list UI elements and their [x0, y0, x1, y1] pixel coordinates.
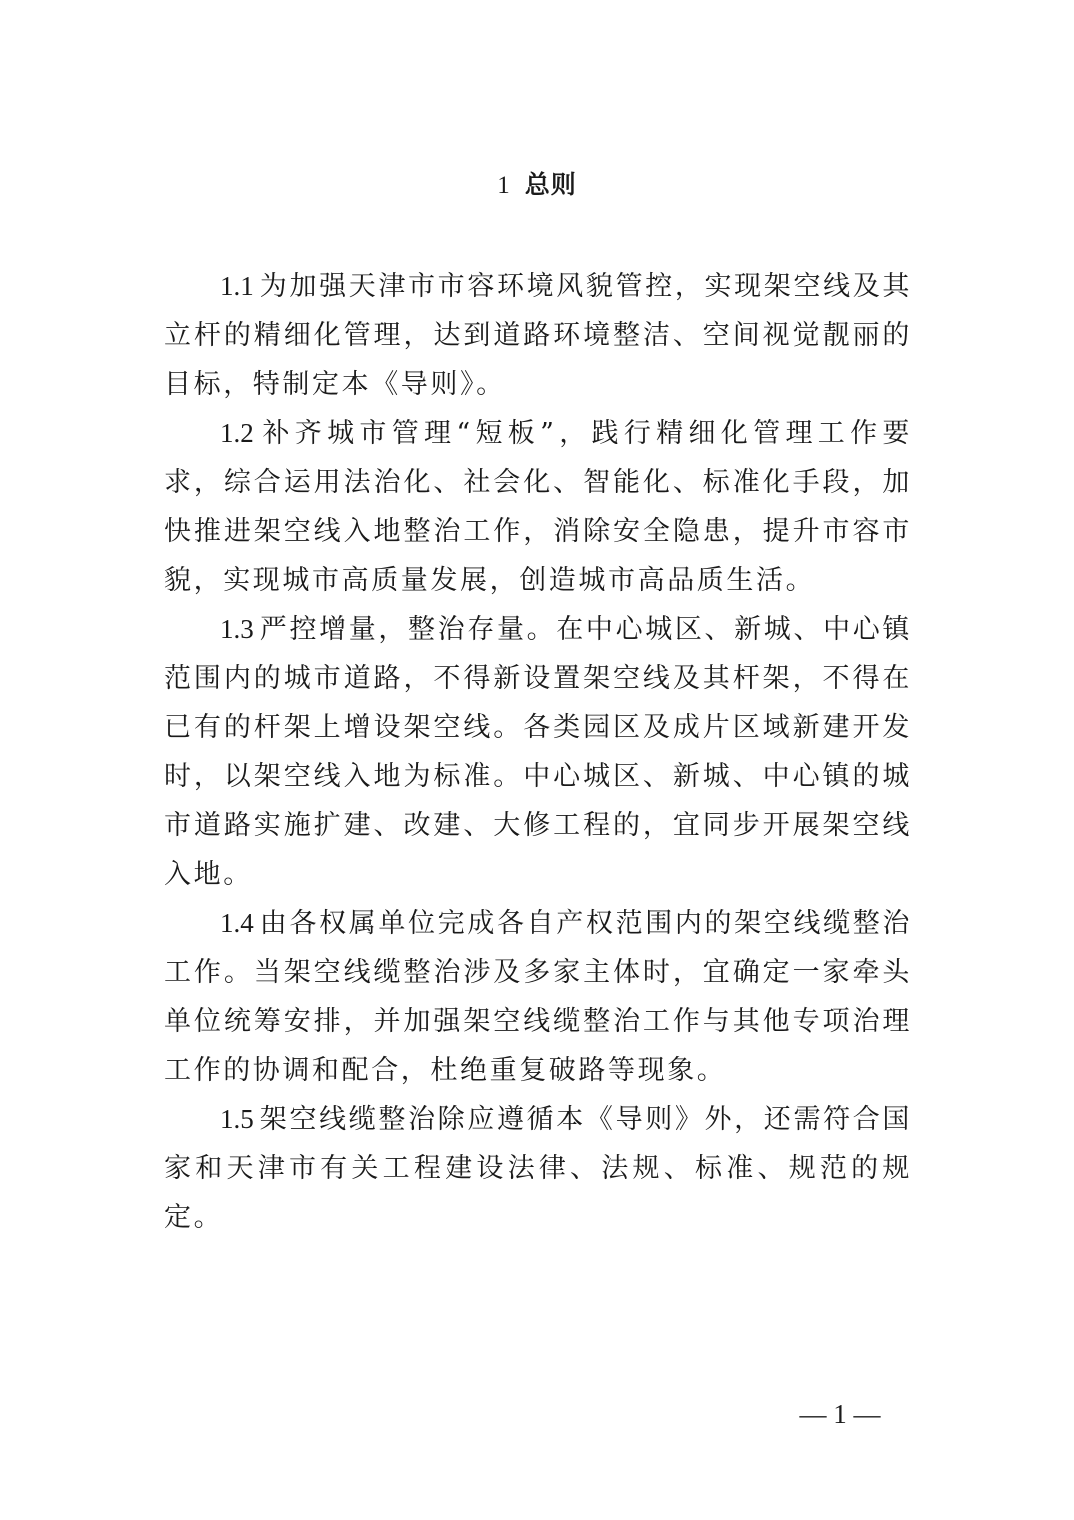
section-number: 1 — [497, 172, 511, 199]
clause-1-2 — [164, 409, 912, 605]
clause-number: 1.4 — [220, 908, 254, 938]
clause-number: 1.5 — [220, 1104, 254, 1134]
clause-text: 由各权属单位完成各自产权范围内的架空线缆整治工作。当架空线缆整治涉及多家主体时，宜确定一家牵头单位统筹安排，并加强架空线缆整治工作与其他专项治理工作的协调和配合，杜绝重复破路等现象。 — [164, 908, 912, 1086]
clause-1-1 — [164, 262, 912, 409]
page-number: — 1 — — [799, 1399, 881, 1429]
clause-number: 1.2 — [220, 418, 254, 448]
section-body — [164, 262, 912, 1242]
section-heading — [0, 165, 1074, 206]
clause-1-5 — [164, 1095, 912, 1242]
clause-text: 严控增量，整治存量。在中心城区、新城、中心镇范围内的城市道路，不得新设置架空线及其杆架，不得在已有的杆架上增设架空线。各类园区及成片区域新建开发时，以架空线入地为标准。中心城区、新城、中心镇的城市道路实施扩建、改建、大修工程的，宜同步开展架空线入地。 — [164, 614, 912, 890]
clause-number: 1.1 — [220, 271, 254, 301]
clause-text: 补齐城市管理“短板”，践行精细化管理工作要求，综合运用法治化、社会化、智能化、标准化手段，加快推进架空线入地整治工作，消除安全隐患，提升市容市貌，实现城市高质量发展，创造城市高品质生活。 — [164, 418, 912, 596]
clause-number: 1.3 — [220, 614, 254, 644]
clause-text: 为加强天津市市容环境风貌管控，实现架空线及其立杆的精细化管理，达到道路环境整洁、空间视觉靓丽的目标，特制定本《导则》。 — [164, 271, 912, 400]
section-title: 总则 — [524, 170, 577, 199]
clause-1-3 — [164, 605, 912, 899]
clause-1-4 — [164, 899, 912, 1095]
clause-text: 架空线缆整治除应遵循本《导则》外，还需符合国家和天津市有关工程建设法律、法规、标准、规范的规定。 — [164, 1104, 912, 1233]
